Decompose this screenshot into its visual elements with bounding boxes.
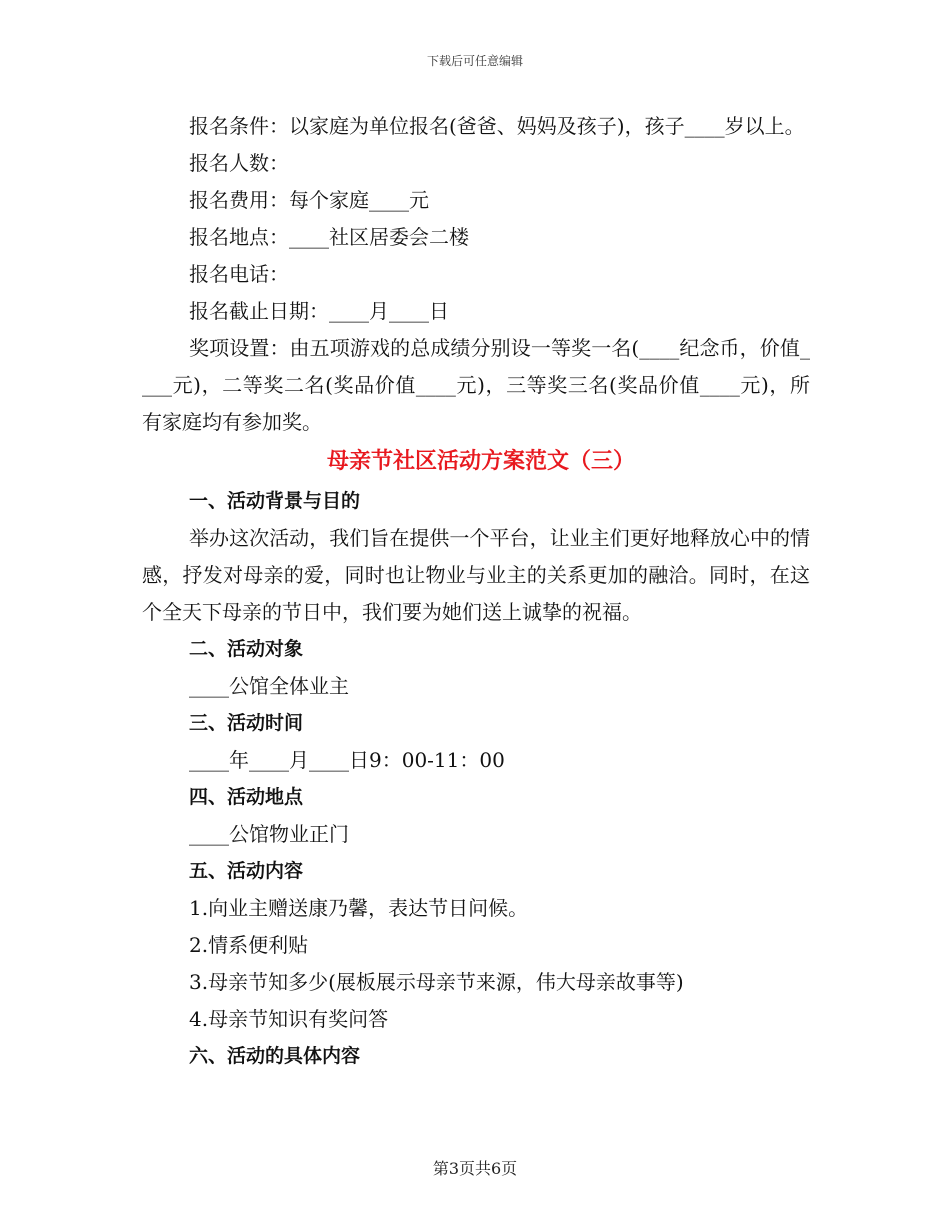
content-item: 1.向业主赠送康乃馨，表达节日问候。 [189, 896, 529, 920]
content-item: 4.母亲节知识有奖问答 [189, 1007, 389, 1031]
heading-audience: 二、活动对象 [189, 638, 304, 660]
registration-phone: 报名电话： [189, 262, 289, 286]
page-header-note: 下载后可任意编辑 [426, 54, 523, 68]
time-text: ____年____月____日9：00-11：00 [189, 748, 505, 772]
heading-details: 六、活动的具体内容 [189, 1045, 361, 1067]
registration-conditions: 报名条件：以家庭为单位报名(爸爸、妈妈及孩子)，孩子____岁以上。 [189, 114, 805, 138]
heading-background: 一、活动背景与目的 [189, 490, 361, 512]
location-text: ____公馆物业正门 [189, 822, 349, 846]
registration-count: 报名人数： [189, 151, 289, 175]
registration-location: 报名地点：____社区居委会二楼 [189, 225, 469, 249]
section-title: 母亲节社区活动方案范文（三） [326, 449, 635, 474]
background-text: 举办这次活动，我们旨在提供一个平台，让业主们更好地释放心中的情感，抒发对母亲的爱，同时也让物业与业主的关系更加的融洽。同时，在这个全天下母亲的节日中，我们要为她们送上诚挚的祝福。 [142, 526, 810, 624]
page-number: 第3页共6页 [432, 1159, 518, 1178]
heading-location: 四、活动地点 [189, 786, 304, 808]
heading-content: 五、活动内容 [189, 860, 304, 882]
award-settings: 奖项设置：由五项游戏的总成绩分别设一等奖一名(____纪念币，价值____元)，二等奖二名(奖品价值____元)，三等奖三名(奖品价值____元)，所有家庭均有参加奖。 [142, 336, 810, 434]
registration-fee: 报名费用：每个家庭____元 [189, 188, 429, 212]
heading-time: 三、活动时间 [189, 712, 304, 734]
content-item: 3.母亲节知多少(展板展示母亲节来源，伟大母亲故事等) [189, 970, 684, 994]
content-item: 2.情系便利贴 [189, 933, 309, 957]
audience-text: ____公馆全体业主 [189, 674, 349, 698]
registration-deadline: 报名截止日期：____月____日 [189, 299, 449, 323]
document-body [142, 108, 810, 1075]
